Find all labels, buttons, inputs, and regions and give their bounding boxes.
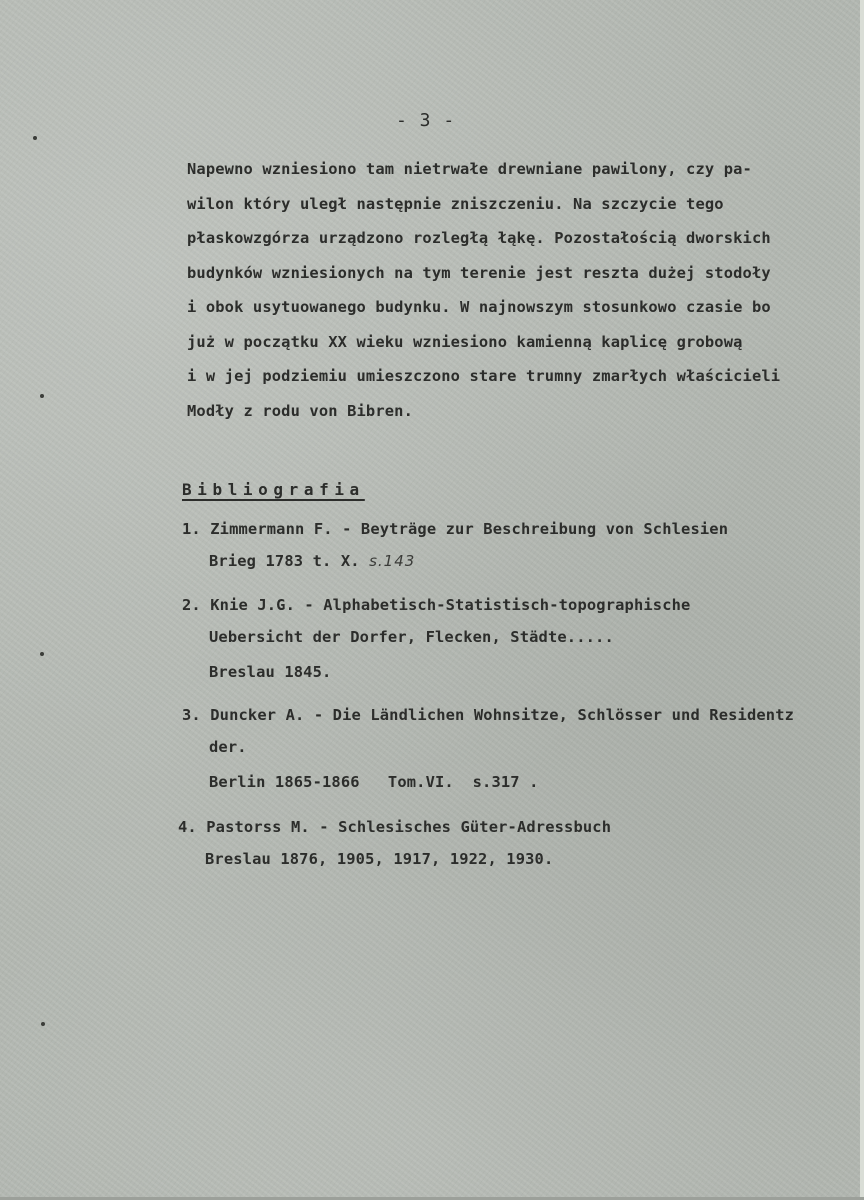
entry-line <box>182 552 728 584</box>
paragraph-line: już w początku XX wieku wzniesiono kamienną kaplicę grobową <box>187 332 743 351</box>
bibliography-entry <box>178 818 611 882</box>
paragraph-line: płaskowzgórza urządzono rozległą łąkę. Pozostałością dworskich <box>187 229 771 247</box>
entry-line: Berlin 1865-1866 Tom.VI. s.317 . <box>209 773 539 791</box>
bibliography-entry <box>182 520 728 584</box>
paper-edge-right <box>860 0 864 1200</box>
paragraph-line: Modły z rodu von Bibren. <box>187 401 413 420</box>
entry-line: 4. Pastorss M. - Schlesisches Güter-Adressbuch <box>178 818 612 836</box>
entry-line: der. <box>209 738 247 756</box>
punch-hole-mark <box>33 136 37 140</box>
punch-hole-mark <box>40 394 44 398</box>
entry-line: 3. Duncker A. - Die Ländlichen Wohnsitze, Schlösser und Residentz <box>182 706 795 724</box>
punch-hole-mark <box>40 652 44 656</box>
bibliography-heading: Bibliografia <box>182 480 365 499</box>
entry-line: 2. Knie J.G. - Alphabetisch-Statistisch-topographische <box>182 596 691 614</box>
paragraph-line: budynków wzniesionych na tym terenie jest reszta dużej stodoły <box>187 263 771 282</box>
handwritten-page-note: s.143 <box>369 552 416 570</box>
entry-line: Uebersicht der Dorfer, Flecken, Städte..... <box>209 628 614 646</box>
body-paragraph <box>187 160 847 436</box>
page-number: - 3 - <box>396 110 456 131</box>
entry-line: Breslau 1876, 1905, 1917, 1922, 1930. <box>205 850 554 868</box>
bibliography-entry <box>182 706 852 805</box>
paragraph-line: Napewno wzniesiono tam nietrwałe drewniane pawilony, czy pa- <box>187 160 752 178</box>
entry-line: Breslau 1845. <box>209 663 332 681</box>
paragraph-line: wilon który uległ następnie zniszczeniu. Na szczycie tego <box>187 194 724 213</box>
paragraph-line: i obok usytuowanego budynku. W najnowszym stosunkowo czasie bo <box>187 298 771 316</box>
paragraph-line: i w jej podziemiu umieszczono stare trumny zmarłych właścicieli <box>187 367 781 385</box>
bibliography-entry <box>182 596 690 695</box>
entry-line: 1. Zimmermann F. - Beyträge zur Beschreibung von Schlesien <box>182 520 729 538</box>
entry-text: Brieg 1783 t. X. <box>209 552 360 570</box>
punch-hole-mark <box>41 1022 45 1026</box>
